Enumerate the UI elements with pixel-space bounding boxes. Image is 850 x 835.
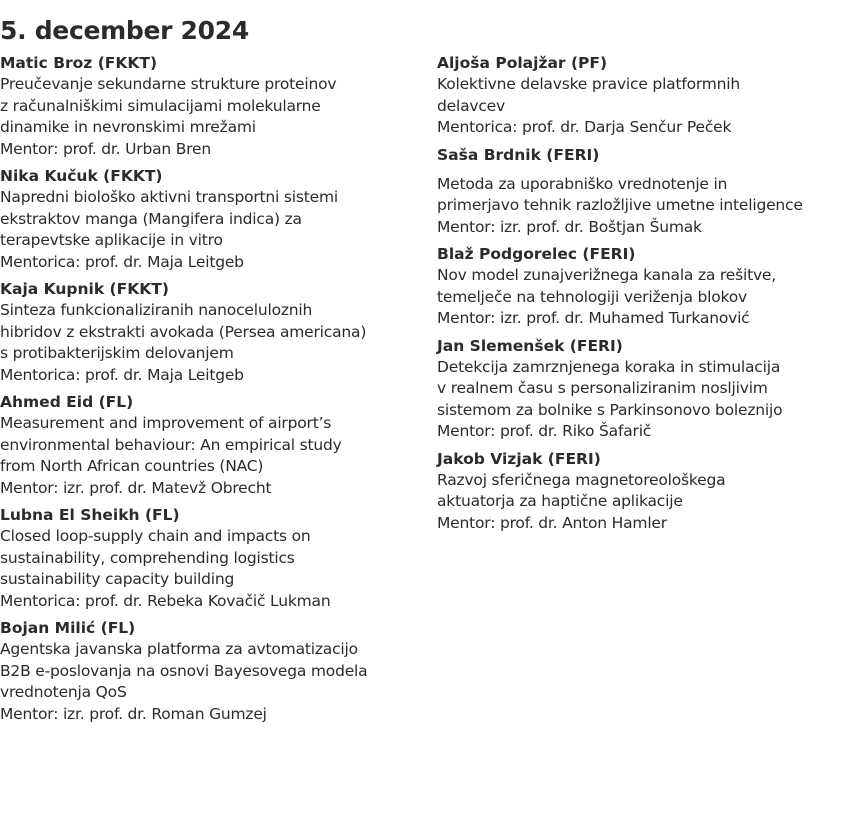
thesis-topic xyxy=(437,265,850,308)
mentor: Mentor: izr. prof. dr. Muhamed Turkanović xyxy=(437,309,750,327)
topic-line: v realnem času s personaliziranim nosljivim xyxy=(437,379,768,397)
thesis-topic xyxy=(437,174,850,217)
thesis-topic xyxy=(0,413,430,478)
mentor: Mentor: prof. dr. Riko Šafarič xyxy=(437,422,652,440)
topic-line: Measurement and improvement of airport’s xyxy=(0,414,332,432)
candidate-name: Matic Broz (FKKT) xyxy=(0,54,158,72)
topic-line: z računalniškimi simulacijami molekularne xyxy=(0,96,321,115)
thesis-topic xyxy=(437,470,850,513)
thesis-topic xyxy=(0,526,430,591)
topic-line: environmental behaviour: An empirical study xyxy=(0,435,342,454)
thesis-entry xyxy=(0,278,430,386)
thesis-entry xyxy=(437,335,850,443)
thesis-entry xyxy=(0,52,430,160)
topic-line: primerjavo tehnik razložljive umetne inteligence xyxy=(437,196,803,214)
candidate-name: Aljoša Polajžar (PF) xyxy=(437,54,608,72)
candidate-name: Jan Slemenšek (FERI) xyxy=(437,336,623,355)
candidate-name: Blaž Podgorelec (FERI) xyxy=(437,245,636,263)
mentor: Mentorica: prof. dr. Rebeka Kovačič Lukman xyxy=(0,591,331,610)
topic-line: terapevtske aplikacije in vitro xyxy=(0,231,223,249)
thesis-topic xyxy=(437,74,850,117)
topic-line: dinamike in nevronskimi mrežami xyxy=(0,118,256,136)
topic-line: from North African countries (NAC) xyxy=(0,457,264,475)
mentor: Mentor: izr. prof. dr. Matevž Obrecht xyxy=(0,478,272,497)
candidate-name: Ahmed Eid (FL) xyxy=(0,393,134,411)
topic-line: sustainability capacity building xyxy=(0,570,235,588)
topic-line: Preučevanje sekundarne strukture proteinov xyxy=(0,75,337,93)
topic-line: vrednotenja QoS xyxy=(0,683,127,701)
topic-line: Metoda za uporabniško vrednotenje in xyxy=(437,174,728,193)
thesis-topic xyxy=(0,300,430,365)
mentor: Mentor: izr. prof. dr. Roman Gumzej xyxy=(0,704,267,723)
page-title: 5. december 2024 xyxy=(0,16,249,45)
topic-line: aktuatorja za haptične aplikacije xyxy=(437,492,683,510)
topic-line: delavcev xyxy=(437,96,505,115)
topic-line: hibridov z ekstrakti avokada (Persea americana) xyxy=(0,322,367,341)
topic-line: sistemom za bolnike s Parkinsonovo boleznijo xyxy=(437,400,783,419)
candidate-name: Saša Brdnik (FERI) xyxy=(437,145,600,164)
candidate-name: Bojan Milić (FL) xyxy=(0,619,136,637)
thesis-entry xyxy=(437,52,850,139)
thesis-topic xyxy=(437,357,850,422)
topic-line: sustainability, comprehending logistics xyxy=(0,548,295,567)
thesis-entry xyxy=(0,165,430,273)
left-column xyxy=(0,52,430,730)
mentor: Mentorica: prof. dr. Maja Leitgeb xyxy=(0,365,244,384)
thesis-entry xyxy=(437,243,850,330)
mentor: Mentor: izr. prof. dr. Boštjan Šumak xyxy=(437,217,702,236)
topic-line: Detekcija zamrznjenega koraka in stimulacija xyxy=(437,357,781,376)
topic-line: Kolektivne delavske pravice platformnih xyxy=(437,75,741,93)
topic-line: temelječe na tehnologiji veriženja blokov xyxy=(437,287,747,306)
candidate-name: Lubna El Sheikh (FL) xyxy=(0,506,180,524)
candidate-name: Jakob Vizjak (FERI) xyxy=(437,449,601,468)
topic-line: Nov model zunajverižnega kanala za rešitve, xyxy=(437,266,776,284)
mentor: Mentor: prof. dr. Urban Bren xyxy=(0,139,211,158)
topic-line: s protibakterijskim delovanjem xyxy=(0,344,234,362)
thesis-topic xyxy=(0,74,430,139)
thesis-entry xyxy=(437,144,850,239)
mentor: Mentor: prof. dr. Anton Hamler xyxy=(437,513,667,532)
topic-line: ekstraktov manga (Mangifera indica) za xyxy=(0,209,302,228)
thesis-topic xyxy=(0,187,430,252)
mentor: Mentorica: prof. dr. Darja Senčur Peček xyxy=(437,118,732,136)
topic-line: B2B e-poslovanja na osnovi Bayesovega modela xyxy=(0,661,368,680)
thesis-topic xyxy=(0,639,430,704)
topic-line: Agentska javanska platforma za avtomatizacijo xyxy=(0,640,358,658)
topic-line: Razvoj sferičnega magnetoreološkega xyxy=(437,470,726,489)
topic-line: Sinteza funkcionaliziranih nanoceluloznih xyxy=(0,301,313,319)
right-column xyxy=(437,52,850,539)
candidate-name: Kaja Kupnik (FKKT) xyxy=(0,280,169,298)
mentor: Mentorica: prof. dr. Maja Leitgeb xyxy=(0,252,244,271)
topic-line: Napredni biološko aktivni transportni sistemi xyxy=(0,188,338,206)
candidate-name: Nika Kučuk (FKKT) xyxy=(0,167,163,185)
thesis-entry xyxy=(0,504,430,612)
topic-line: Closed loop-supply chain and impacts on xyxy=(0,527,311,545)
thesis-entry xyxy=(0,617,430,725)
thesis-entry xyxy=(0,391,430,499)
thesis-entry xyxy=(437,448,850,535)
